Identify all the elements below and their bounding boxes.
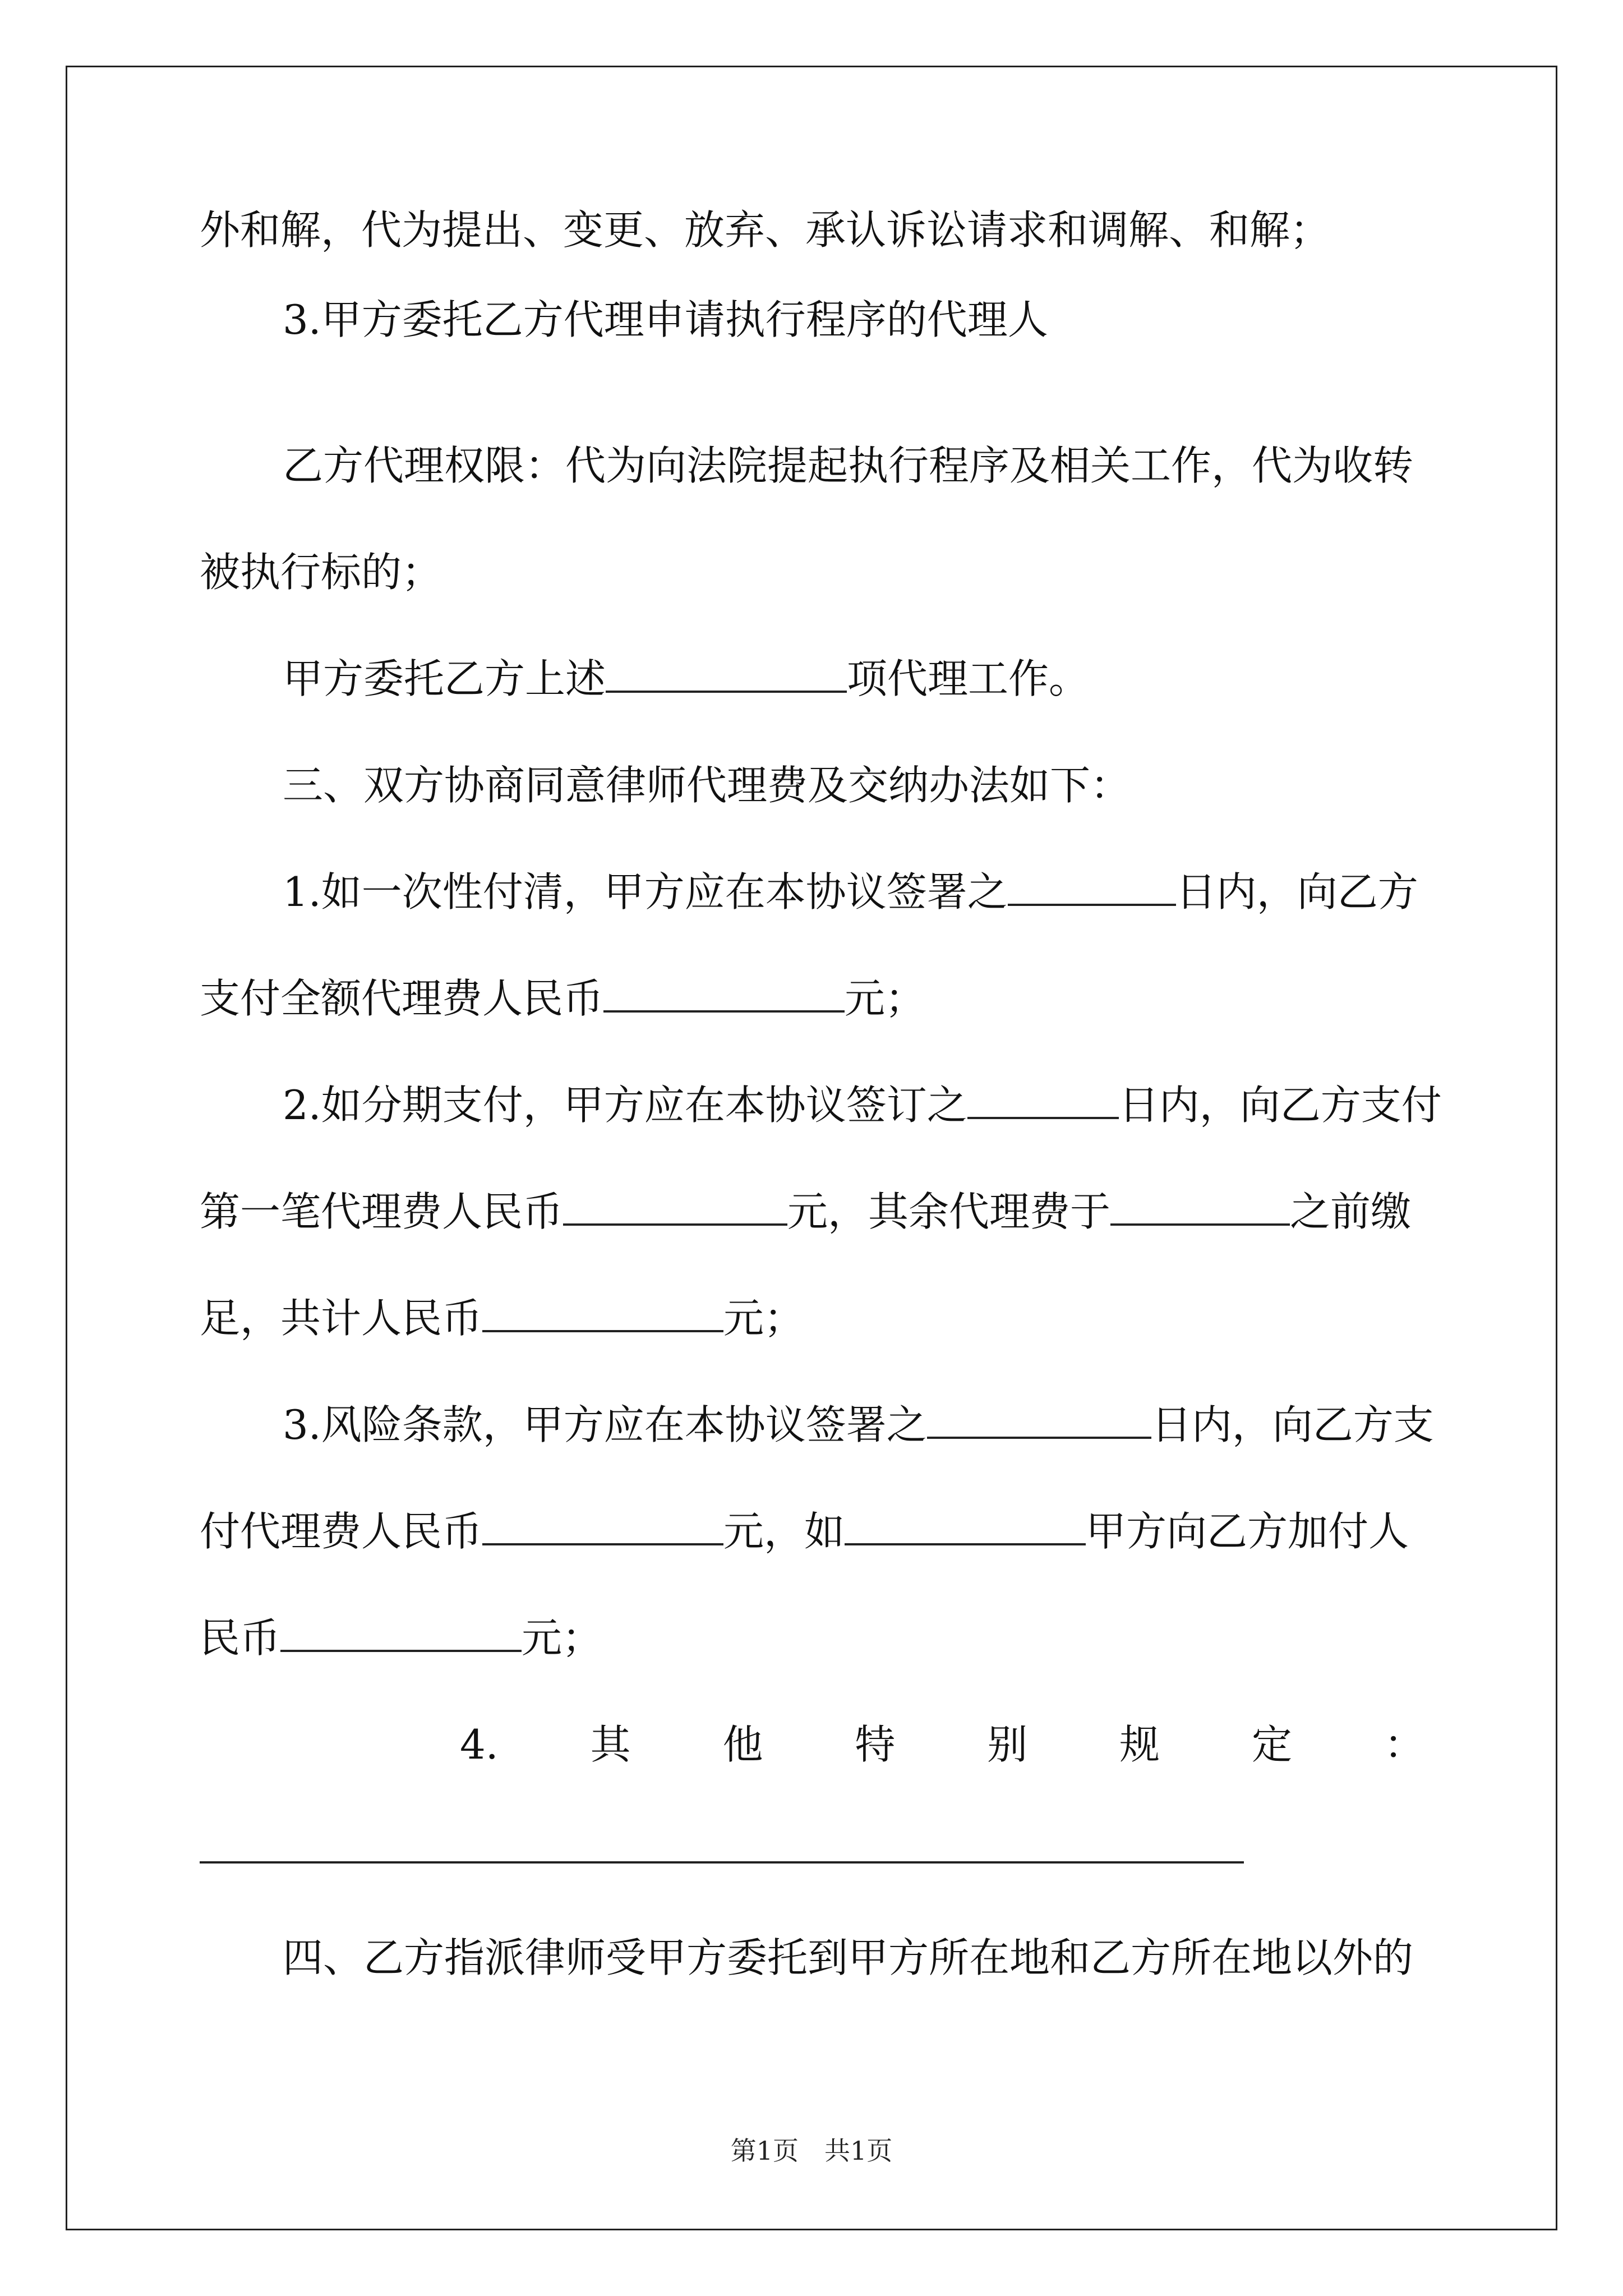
text-line: 付代理费人民币 元，如 甲方向乙方加付人: [200, 1503, 1409, 1559]
text-line: 外和解，代为提出、变更、放弃、承认诉讼请求和调解、和解；: [200, 206, 1331, 254]
text-line: 3.风险条款，甲方应在本协议签署之 日内，向乙方支: [283, 1397, 1434, 1453]
text-line: 被执行标的；: [200, 549, 442, 596]
fill-blank[interactable]: [1110, 1184, 1290, 1226]
text-line: 乙方代理权限：代为向法院提起执行程序及相关工作，代为收转: [283, 442, 1414, 489]
fill-blank[interactable]: [1008, 864, 1176, 906]
fill-blank[interactable]: [563, 1184, 787, 1226]
fill-blank[interactable]: [280, 1611, 522, 1652]
text-line: 民币 元；: [200, 1610, 602, 1666]
fill-line[interactable]: [200, 1861, 1244, 1864]
page-border: [66, 66, 1557, 2230]
text-line: 甲方委托乙方上述 项代理工作。: [283, 651, 1089, 707]
fill-blank[interactable]: [927, 1397, 1151, 1439]
fill-blank[interactable]: [603, 971, 845, 1013]
text-line: 3.甲方委托乙方代理申请执行程序的代理人: [283, 296, 1048, 343]
text-line: 2.如分期支付，甲方应在本协议签订之 日内，向乙方支付: [283, 1077, 1442, 1133]
text-line: 三、双方协商同意律师代理费及交纳办法如下：: [283, 762, 1131, 809]
text-line: 第一笔代理费人民币 元，其余代理费于 之前缴: [200, 1184, 1411, 1240]
fill-blank[interactable]: [845, 1504, 1086, 1545]
fill-blank[interactable]: [606, 651, 847, 693]
fill-blank[interactable]: [482, 1504, 723, 1545]
fill-blank[interactable]: [482, 1291, 723, 1332]
text-line-spread: 4. 其 他 特 别 规 定 ：: [460, 1721, 1424, 1768]
page-footer: 第1页 共1页: [730, 2136, 893, 2166]
text-line: 四、乙方指派律师受甲方委托到甲方所在地和乙方所在地以外的: [283, 1934, 1414, 1981]
text-line: 1.如一次性付清，甲方应在本协议签署之 日内，向乙方: [283, 864, 1418, 920]
fill-blank[interactable]: [967, 1078, 1119, 1119]
text-line: 足，共计人民币 元；: [200, 1290, 804, 1346]
text-line: 支付全额代理费人民币 元；: [200, 970, 925, 1027]
